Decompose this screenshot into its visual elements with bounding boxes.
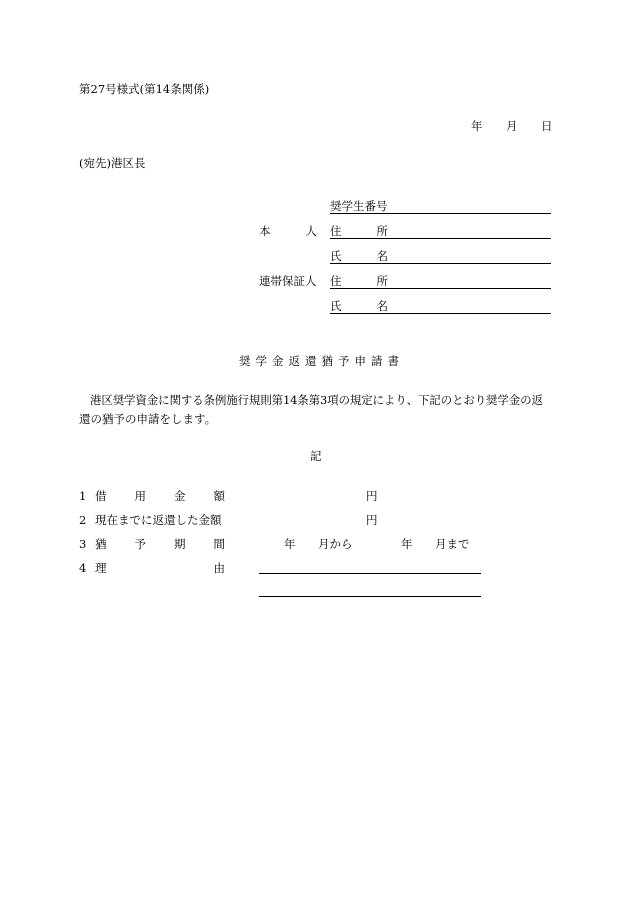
period-end-month: 月まで <box>435 537 470 551</box>
guarantor-address-label <box>330 276 388 288</box>
title-char: 学 <box>255 354 267 368</box>
label-char: 由 <box>213 561 225 575</box>
body-line-2: 還の猶予の申請をします。 <box>79 412 217 426</box>
title-char: 申 <box>354 354 366 368</box>
guarantor-label: 連帯保証人 <box>259 274 317 288</box>
label-char: 住 <box>330 224 342 238</box>
form-number: 第27号様式(第14条関係) <box>79 82 210 96</box>
scholar-number-field[interactable] <box>330 213 551 214</box>
title-char: 金 <box>272 354 284 368</box>
guarantor-address-field[interactable] <box>330 288 551 289</box>
item-label-repaid-amount: 現在までに返還した金額 <box>95 513 222 527</box>
item-label-loan-amount <box>95 491 225 503</box>
label-char: 氏 <box>330 299 342 313</box>
guarantor-name-field[interactable] <box>330 313 551 314</box>
item-number: 2 <box>79 513 87 527</box>
label-char: 名 <box>376 249 388 263</box>
reason-field-line-2[interactable] <box>259 596 481 597</box>
applicant-label <box>259 226 317 238</box>
item-number: 4 <box>79 561 87 575</box>
title-char: 返 <box>288 354 300 368</box>
period-end-year: 年 <box>401 537 413 551</box>
label-char: 住 <box>330 274 342 288</box>
period-start-year: 年 <box>284 537 296 551</box>
label-char: 名 <box>376 299 388 313</box>
scholar-number-label: 奨学生番号 <box>330 199 388 213</box>
label-char: 所 <box>376 274 388 288</box>
applicant-address-field[interactable] <box>330 238 551 239</box>
label-char: 金 <box>174 489 186 503</box>
loan-amount-unit: 円 <box>366 489 378 503</box>
document-title <box>239 356 399 368</box>
item-label-reason <box>95 563 225 575</box>
label-char: 用 <box>134 489 146 503</box>
applicant-address-label <box>330 226 388 238</box>
label-char: 予 <box>134 537 146 551</box>
label-char: 借 <box>95 489 107 503</box>
title-char: 奨 <box>239 354 251 368</box>
applicant-label-char: 人 <box>305 224 317 238</box>
title-char: 猶 <box>321 354 333 368</box>
period-start-month: 月から <box>318 537 353 551</box>
label-char: 間 <box>213 537 225 551</box>
item-number: 1 <box>79 489 87 503</box>
guarantor-name-label <box>330 301 388 313</box>
ki-marker: 記 <box>310 449 322 463</box>
applicant-label-char: 本 <box>259 224 271 238</box>
applicant-name-field[interactable] <box>330 263 551 264</box>
applicant-name-label <box>330 251 388 263</box>
repaid-amount-unit: 円 <box>366 513 378 527</box>
label-char: 氏 <box>330 249 342 263</box>
reason-field-line-1[interactable] <box>259 573 481 574</box>
label-char: 期 <box>174 537 186 551</box>
title-char: 還 <box>305 354 317 368</box>
title-char: 書 <box>387 354 399 368</box>
date-year: 年 <box>471 119 483 133</box>
label-char: 理 <box>95 561 107 575</box>
label-char: 所 <box>376 224 388 238</box>
date-day: 日 <box>541 119 553 133</box>
title-char: 予 <box>338 354 350 368</box>
addressee: (宛先)港区長 <box>79 156 146 170</box>
item-number: 3 <box>79 537 87 551</box>
label-char: 額 <box>213 489 225 503</box>
label-char: 猶 <box>95 537 107 551</box>
title-char: 請 <box>371 354 383 368</box>
date-month: 月 <box>506 119 518 133</box>
item-label-deferral-period <box>95 539 225 551</box>
body-line-1: 港区奨学資金に関する条例施行規則第14条第3項の規定により、下記のとおり奨学金の返 <box>90 393 543 407</box>
